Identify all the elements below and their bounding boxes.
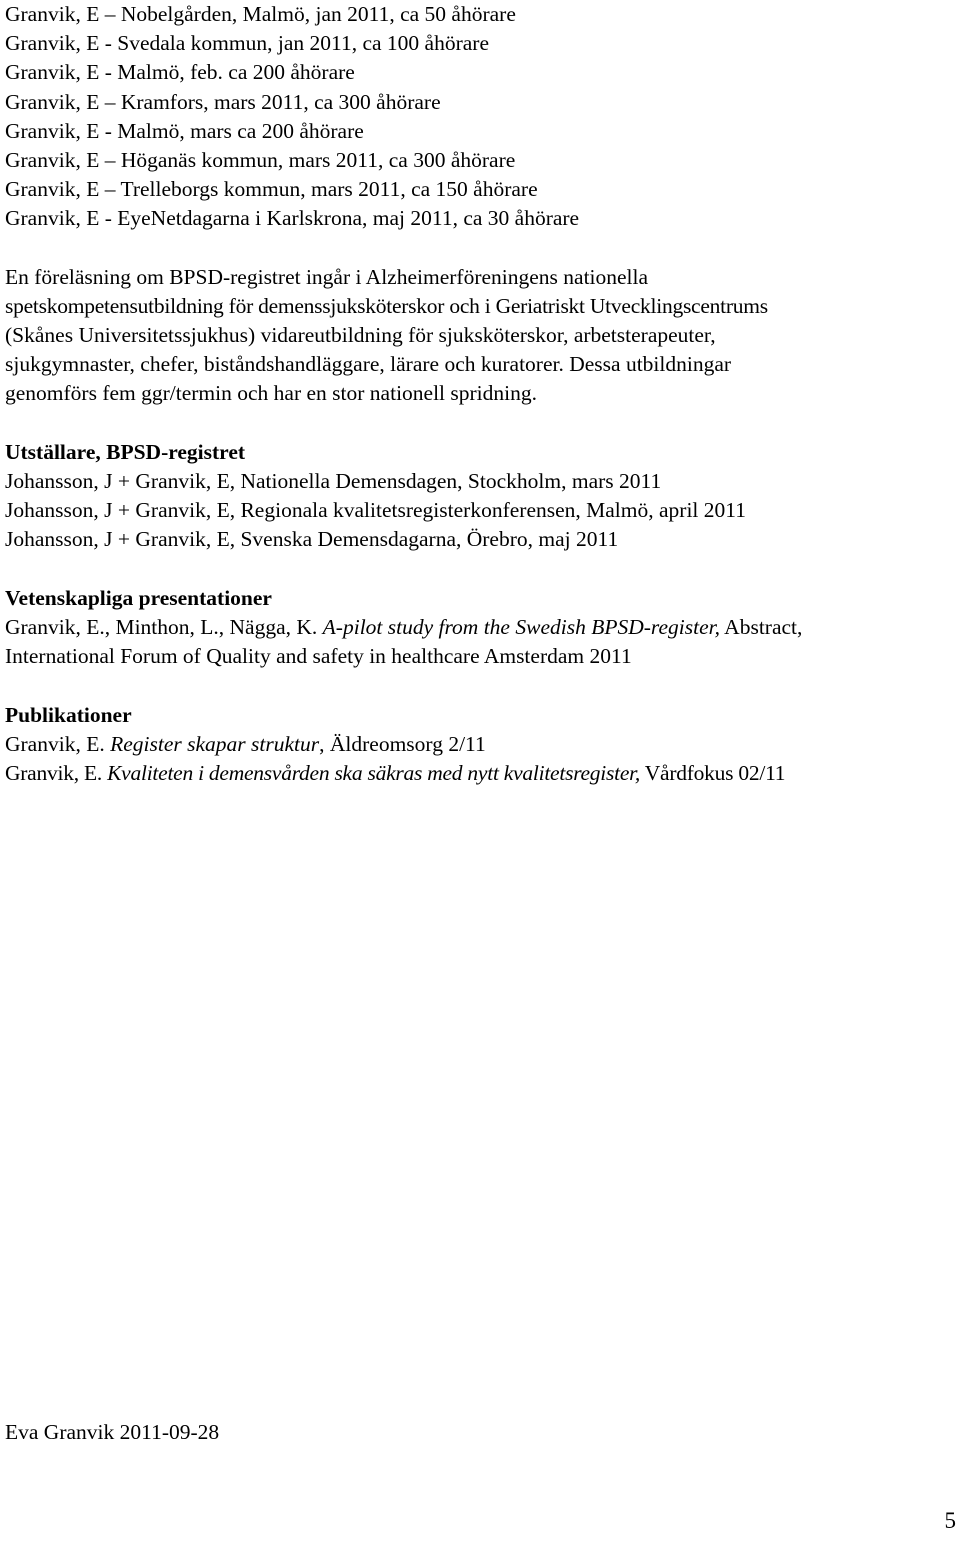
presentation-type: Abstract, (719, 614, 803, 639)
scientific-item-line: International Forum of Quality and safety in healthcare Amsterdam 2011 (5, 644, 632, 669)
page-number: 5 (944, 1508, 956, 1533)
section-heading-publications: Publikationer (5, 702, 132, 727)
publication-author: Granvik, E. (5, 731, 111, 756)
publication-title: Register skapar struktur (110, 731, 320, 756)
exhibitor-item: Johansson, J + Granvik, E, Svenska Demensdagarna, Örebro, maj 2011 (5, 527, 619, 552)
scientific-item-line (5, 613, 960, 642)
lecture-item: Granvik, E – Nobelgården, Malmö, jan 2011, ca 50 åhörare (5, 2, 516, 26)
publications-section (5, 701, 960, 789)
lecture-item: Granvik, E - Svedala kommun, jan 2011, ca 100 åhörare (5, 31, 490, 56)
lecture-item: Granvik, E - Malmö, mars ca 200 åhörare (5, 118, 364, 143)
exhibitors-section (5, 438, 960, 555)
spacer (5, 671, 960, 700)
education-paragraph (5, 263, 960, 409)
paragraph-line: (Skånes Universitetssjukhus) vidareutbildning för sjuksköterskor, arbetsterapeuter, (5, 323, 716, 348)
paragraph-line: spetskompetensutbildning för demenssjuksköterskor och i Geriatriskt Utvecklingscentrums (5, 293, 768, 318)
lecture-list (5, 0, 960, 234)
section-heading-scientific: Vetenskapliga presentationer (5, 585, 272, 610)
spacer (5, 234, 960, 263)
publication-author: Granvik, E. (5, 760, 108, 785)
lecture-item: Granvik, E - Malmö, feb. ca 200 åhörare (5, 60, 355, 85)
publication-title: Kvaliteten i demensvården ska säkras med nytt kvalitetsregister, (107, 760, 641, 785)
exhibitor-item: Johansson, J + Granvik, E, Nationella Demensdagen, Stockholm, mars 2011 (5, 469, 662, 493)
paragraph-line: sjukgymnaster, chefer, biståndshandläggare, lärare och kuratorer. Dessa utbildningar (5, 352, 732, 377)
lecture-item: Granvik, E - EyeNetdagarna i Karlskrona, maj 2011, ca 30 åhörare (5, 206, 580, 231)
scientific-section (5, 584, 960, 672)
lecture-item: Granvik, E – Höganäs kommun, mars 2011, ca 300 åhörare (5, 147, 516, 172)
lecture-item: Granvik, E – Trelleborgs kommun, mars 2011, ca 150 åhörare (5, 177, 538, 202)
presentation-title: A-pilot study from the Swedish BPSD-register, (322, 614, 720, 639)
signature-date: Eva Granvik 2011-09-28 (5, 1420, 220, 1444)
publication-source: , Äldreomsorg 2/11 (319, 731, 486, 756)
presentation-authors: Granvik, E., Minthon, L., Nägga, K. (5, 614, 323, 639)
paragraph-line: En föreläsning om BPSD-registret ingår i Alzheimerföreningens nationella (5, 264, 649, 289)
publication-source: Vårdfokus 02/11 (640, 760, 786, 785)
spacer (5, 555, 960, 584)
document-page (5, 0, 960, 788)
lecture-item: Granvik, E – Kramfors, mars 2011, ca 300 åhörare (5, 89, 441, 114)
section-heading-exhibitors: Utställare, BPSD-registret (5, 439, 246, 464)
spacer (5, 409, 960, 438)
exhibitor-item: Johansson, J + Granvik, E, Regionala kvalitetsregisterkonferensen, Malmö, april 2011 (5, 498, 746, 523)
publication-item (5, 759, 960, 788)
paragraph-line: genomförs fem ggr/termin och har en stor nationell spridning. (5, 381, 537, 406)
publication-item (5, 730, 960, 759)
